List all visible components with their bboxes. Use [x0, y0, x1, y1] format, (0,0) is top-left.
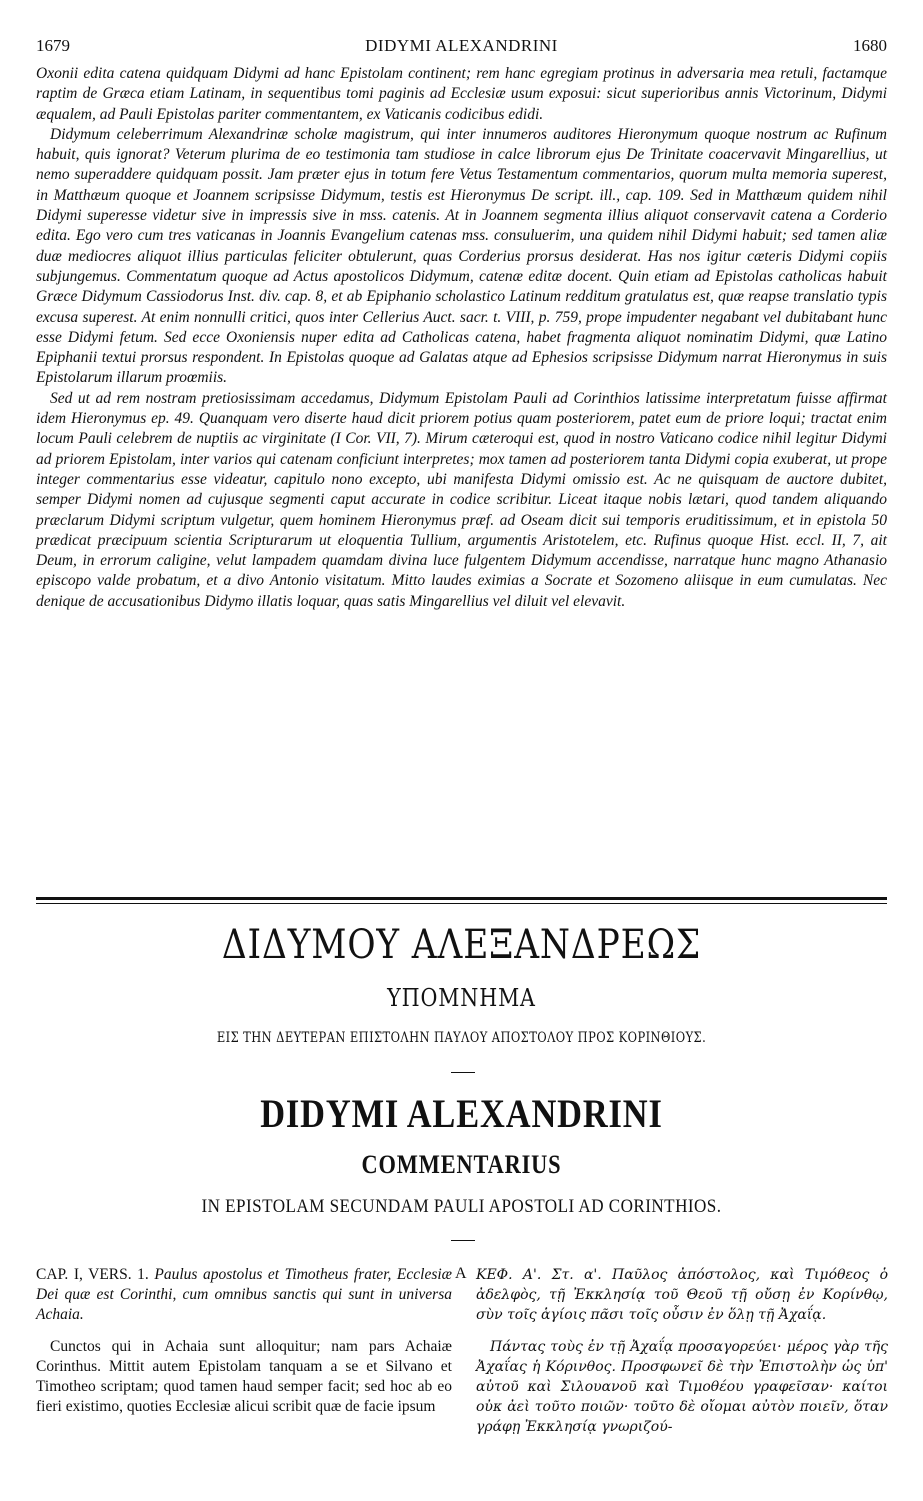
greek-chapter-ref: ΚΕΦ. Α'. Στ. α'.	[476, 1267, 602, 1283]
latin-commentary: Cunctos qui in Achaia sunt alloquitur; nam pars Achaiæ Corinthus. Mittit autem Epistolam tanquam a se et Silvano et Timotheo scriptam; quod tamen haud semper facit; sed hoc ab eo fieri existimo, quoties Ecclesiæ alicui scribit quæ de facie ipsum	[36, 1338, 452, 1415]
page-number-left: 1679	[36, 36, 70, 55]
greek-commentary: Πάντας τοὺς ἐν τῇ Ἀχαΐᾳ προσαγορεύει· μέρος γὰρ τῆς Ἀχαΐας ἡ Κόρινθος. Προσφωνεῖ δὲ τὴν Ἐπιστολὴν ὡς ὑπ' αὐτοῦ καὶ Σιλουανοῦ καὶ Τιμοθέου γραφεῖσαν· καίτοι οὐκ ἀεὶ τοῦτο ποιῶν· τοῦτο δὲ οἴομαι αὐτὸν ποιεῖν, ὅταν γράφῃ Ἐκκλησίᾳ γνωριζού-	[476, 1339, 888, 1435]
page-number-right: 1680	[853, 36, 887, 55]
greek-verse-text: Παῦλος ἀπόστολος, καὶ Τιμόθεος ὁ ἀδελφὸς, τῇ Ἐκκλησίᾳ τοῦ Θεοῦ τῇ οὔσῃ ἐν Κορίνθῳ, σὺν τοῖς ἁγίοις πᾶσι τοῖς οὖσιν ἐν ὅλῃ τῇ Ἀχαΐᾳ.	[476, 1267, 888, 1323]
preface-paragraph-3: Sed ut ad rem nostram pretiosissimam accedamus, Didymum Epistolam Pauli ad Corinthios latissime interpretatum fuisse affirmat idem Hieronymus ep. 49. Quanquam vero diserte haud dicit priorem potius quam posteriorem, patet eum de priore loqui; tractat enim locum Pauli celebrem de nuptiis ac virginitate (I Cor. VII, 7). Mirum cæteroqui est, quod in nostro Vaticano codice nihil legitur Didymi ad priorem Epistolam, inter varios qui catenam conficiunt interpretes; mox tamen ad posteriorem tanta Didymi copia exuberat, ut prope integer commentarius esse videatur, capitulo nono excepto, ubi manifesta Didymi omissio est. Ac ne quisquam de auctore dubitet, semper Didymi nomen ad cujusque segmenti caput accurate in codice scribitur. Liceat itaque nobis lætari, quod tandem aliquando præclarum Didymi scriptum vulgetur, quem hominem Hieronymus præf. ad Oseam dicit sui temporis eruditissimum, et in epistola 50 prædicat præcipuum scientia Scripturarum ut eloquentia Tullium, argumentis Aristotelem, etc. Rufinus quoque Hist. eccl. II, 7, ait Deum, in errorum caligine, velut lampadem quamdam divina luce fulgentem Didymum accendisse, narratque hunc magno Athanasio episcopo valde probatum, et a divo Antonio visitatum. Mitto laudes eximias a Socrate et Sozomeno aliisque in eum cumulatas. Nec denique de accusationibus Didymo illatis loquar, quas satis Mingarellius vel diluit vel elevavit.	[36, 389, 887, 610]
running-head	[36, 36, 887, 58]
greek-verse-heading	[476, 1265, 888, 1325]
latin-verse-text: Paulus apostolus et Timotheus frater, Ecclesiæ Dei quæ est Corinthi, cum omnibus sanctis qui sunt in universa Achaia.	[36, 1266, 453, 1323]
greek-subtitle: ΥΠΟΜΝΗΜΑ	[387, 984, 536, 1012]
latin-title: DIDYMI ALEXANDRINI	[260, 1091, 663, 1136]
latin-heading-line: IN EPISTOLAM SECUNDAM PAULI APOSTOLI AD CORINTHIOS.	[201, 1196, 722, 1217]
column-marker: A	[455, 1265, 467, 1282]
preface-paragraph-2: Didymum celeberrimum Alexandrinæ scholæ magistrum, qui inter innumeros auditores Hieronymum quoque nostrum ac Rufinum habuit, quis ignorat? Veterum plurima de eo testimonia tam studiose in calce librorum ejus De Trinitate coacervavit Mingarellius, ut nemo superaddere quidquam possit. Jam præter ejus in totum fere Vetus Testamentum commentarios, quorum multa memoria superest, in Matthæum quoque et Joannem scripsisse Didymum, testis est Hieronymus De script. ill., cap. 109. Sed in Matthæum quidem nihil Didymi superesse videtur sive in impressis sive in mss. catenis. At in Joannem segmenta illius aliquot conservavit catena a Corderio edita. Ego vero cum tres vaticanas in Joannis Evangelium catenas mss. consuluerim, una quidem nihil Didymi habuit; sed tamen aliæ duæ mediocres aliquot illius particulas feliciter obtulerunt, quas Corderius prorsus desiderat. Has nos igitur cæteris Didymi copiis subjungemus. Commentatum quoque ad Actus apostolicos Didymum, catenæ editæ docent. Quin etiam ad Epistolas catholicas habuit Græce Didymum Cassiodorus Inst. div. cap. 8, et ab Epiphanio scholastico Latinum redditum gratulatus est, quæ reapse translatio typis excusa superest. At enim nonnulli critici, quos inter Cellerius Auct. sacr. t. VIII, p. 759, prope impudenter negabant vel dubitabant hunc esse Didymi fetum. Sed ecce Oxoniensis nuper edita ad Catholicas catena, habet fragmenta aliquot nominatim Didymi, quæ Latino Epiphanii textui prorsus respondent. In Epistolas quoque ad Galatas atque ad Ephesios scripsisse Didymum narrat Hieronymus in suis Epistolarum illarum proœmiis.	[36, 125, 887, 387]
latin-subtitle: COMMENTARIUS	[361, 1150, 562, 1179]
greek-column	[476, 1265, 888, 1437]
latin-column	[36, 1265, 452, 1417]
latin-verse-heading	[36, 1265, 452, 1325]
section-divider	[36, 897, 887, 903]
short-rule-2	[451, 1240, 475, 1241]
running-title: DIDYMI ALEXANDRINI	[365, 36, 558, 55]
short-rule-1	[451, 1072, 475, 1073]
preface-paragraph-1: Oxonii edita catena quidquam Didymi ad hanc Epistolam continent; rem hanc egregiam protinus in adversaria mea retuli, factamque raptim de Græca etiam Latinam, in sequentibus tomi paginis ad Ecclesiæ usum exposui: sicut superioribus annis Victorinum, Didymi æqualem, ad Pauli Epistolas pariter commentantem, ex Vaticanis codicibus edidi.	[36, 65, 887, 123]
greek-title: ΔΙΔΥΜΟΥ ΑΛΕΞΑΝΔΡΕΩΣ	[221, 922, 702, 968]
preface-text	[36, 64, 887, 612]
greek-heading-line: ΕΙΣ ΤΗΝ ΔΕΥΤΕΡΑΝ ΕΠΙΣΤΟΛΗΝ ΠΑΥΛΟΥ ΑΠΟΣΤΟΛΟΥ ΠΡΟΣ ΚΟΡΙΝΘΙΟΥΣ.	[216, 1030, 707, 1046]
latin-chapter-ref: CAP. I, VERS. 1.	[36, 1266, 149, 1283]
